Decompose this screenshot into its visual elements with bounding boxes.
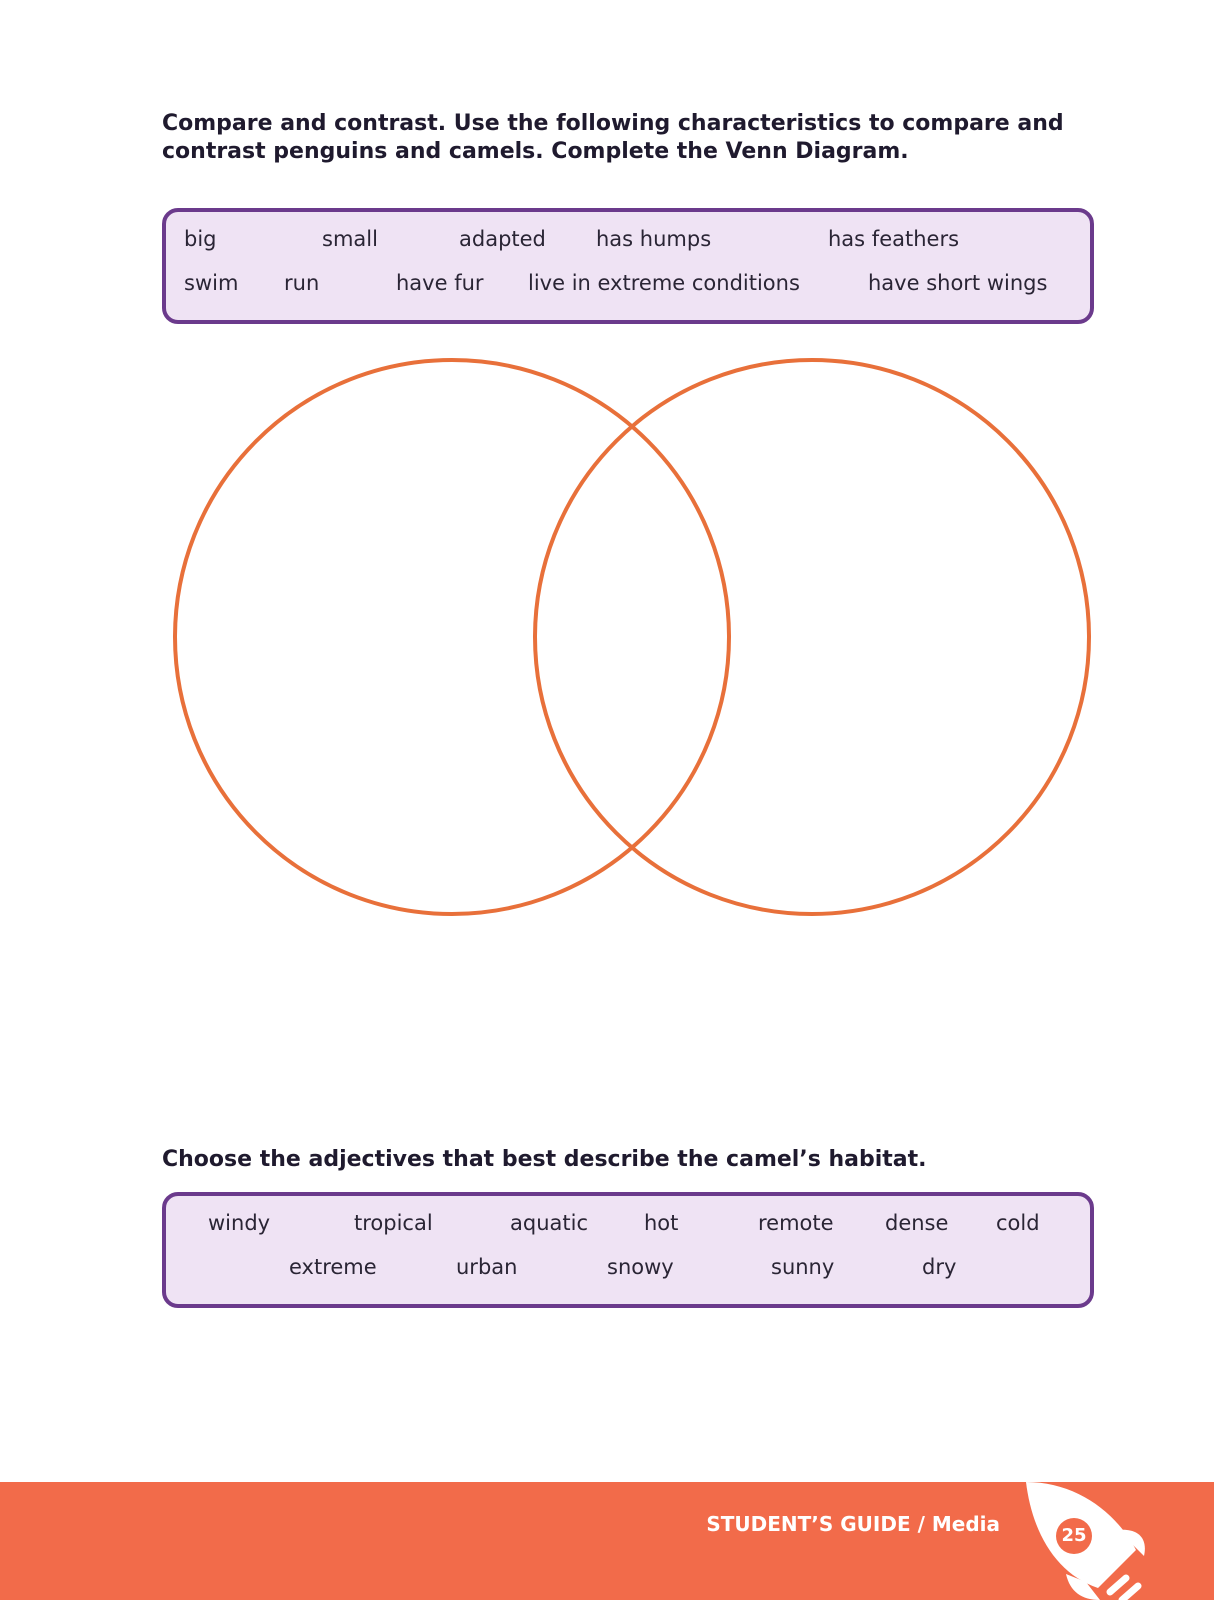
word-bank-item: run: [284, 271, 320, 295]
word-bank-item: has feathers: [828, 227, 960, 251]
page-footer: [0, 1482, 1214, 1600]
word-bank-item: swim: [184, 271, 239, 295]
rocket-icon: [1026, 1482, 1214, 1600]
word-bank-item: dense: [885, 1211, 949, 1235]
footer-separator: /: [917, 1512, 925, 1536]
word-bank-item: hot: [644, 1211, 679, 1235]
guide-label: STUDENT’S GUIDE: [706, 1512, 911, 1536]
word-bank-item: remote: [758, 1211, 834, 1235]
word-bank-item: aquatic: [510, 1211, 588, 1235]
word-bank-item: have fur: [396, 271, 484, 295]
venn-diagram: [160, 345, 1100, 925]
habitat-instruction: Choose the adjectives that best describe the camel’s habitat.: [162, 1147, 927, 1172]
word-bank-item: tropical: [354, 1211, 433, 1235]
page-number: 25: [1056, 1518, 1092, 1554]
word-bank-item: urban: [456, 1255, 518, 1279]
word-bank-item: big: [184, 227, 217, 251]
venn-instruction: Compare and contrast. Use the following characteristics to compare and contrast penguins and camels. Complete the Venn Diagram.: [162, 111, 1064, 164]
word-bank-item: dry: [922, 1255, 957, 1279]
word-bank-item: have short wings: [868, 271, 1048, 295]
word-bank-item: windy: [208, 1211, 271, 1235]
word-bank-item: has humps: [596, 227, 712, 251]
word-bank-item: live in extreme conditions: [528, 271, 800, 295]
word-bank-item: cold: [996, 1211, 1040, 1235]
characteristics-word-bank: [162, 208, 1094, 324]
adjectives-word-bank: [162, 1192, 1094, 1308]
word-bank-item: snowy: [607, 1255, 674, 1279]
subject-label: Media: [931, 1512, 1000, 1536]
word-bank-item: small: [322, 227, 378, 251]
word-bank-item: adapted: [459, 227, 546, 251]
venn-circle-right: [535, 360, 1089, 914]
venn-circle-left: [175, 360, 729, 914]
footer-title: [706, 1512, 1000, 1536]
word-bank-item: sunny: [771, 1255, 835, 1279]
word-bank-item: extreme: [289, 1255, 377, 1279]
